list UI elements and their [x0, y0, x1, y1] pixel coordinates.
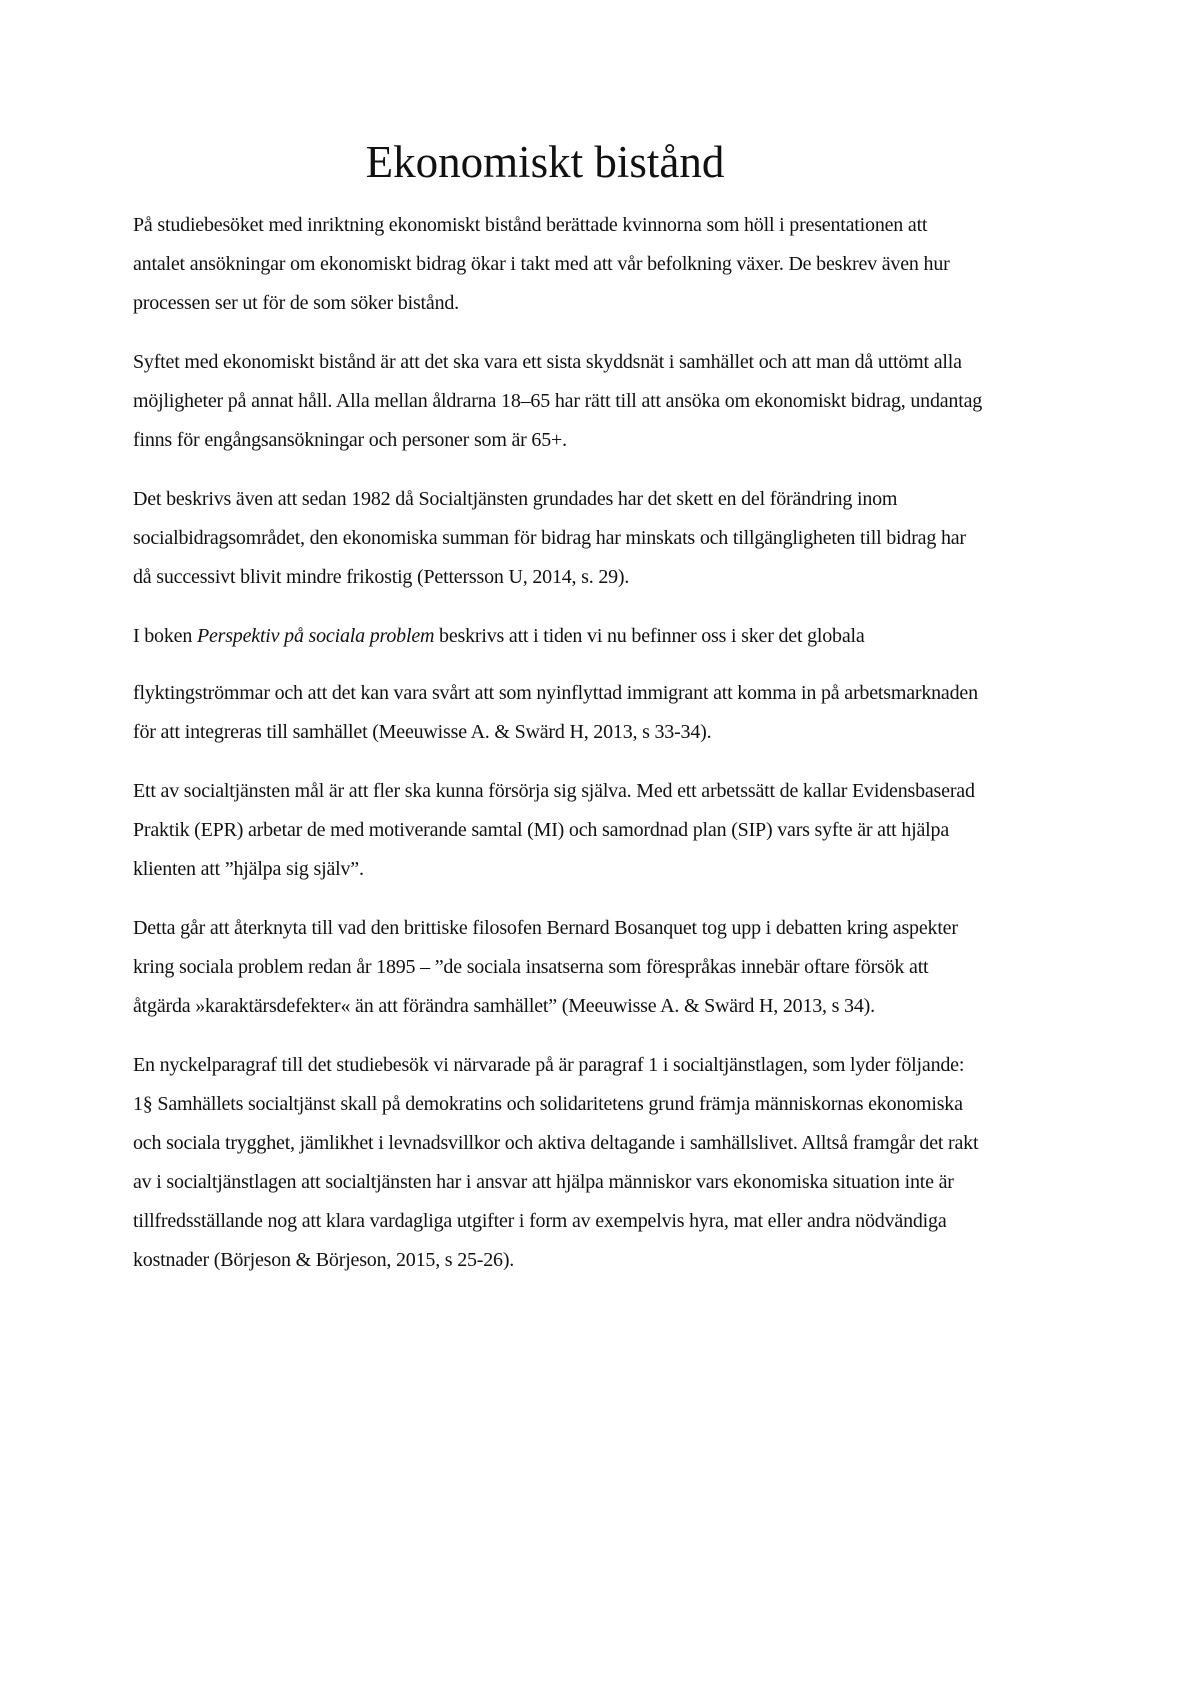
paragraph-6: Ett av socialtjänsten mål är att fler ska kunna försörja sig själva. Med ett arbetssätt de kallar Evidensbaserad Praktik (EPR) arbetar de med motiverande samtal (MI) och samordnad plan (SIP) vars syfte är att hjälpa klienten att ”hjälpa sig själv”.: [133, 780, 975, 880]
book-title: Perspektiv på sociala problem: [196, 625, 435, 647]
paragraph-8: En nyckelparagraf till det studiebesök vi närvarade på är paragraf 1 i socialtjänstlagen, som lyder följande: 1§ Samhällets socialtjänst skall på demokratins och solidaritetens grund främja människornas ekonomiska och sociala trygghet, jämlikhet i levnadsvillkor och aktiva deltagande i samhällslivet. Alltså framgår det rakt av i socialtjänstlagen att socialtjänsten har i ansvar att hjälpa människor vars ekonomiska situation inte är tillfredsställande nog att klara vardagliga utgifter i form av exempelvis hyra, mat eller andra nödvändiga kostnader (Börjeson & Börjeson, 2015, s 25-26).: [133, 1054, 979, 1271]
document-body: [133, 206, 983, 1300]
paragraph-7: Detta går att återknyta till vad den brittiske filosofen Bernard Bosanquet tog upp i debatten kring aspekter kring sociala problem redan år 1895 – ”de sociala insatserna som förespråkas innebär oftare försök att åtgärda »karaktärsdefekter« än att förändra samhället” (Meeuwisse A. & Swärd H, 2013, s 34).: [133, 917, 958, 1017]
paragraph-4: [133, 617, 983, 656]
paragraph-2: Syftet med ekonomiskt bistånd är att det ska vara ett sista skyddsnät i samhället och att man då uttömt alla möjligheter på annat håll. Alla mellan åldrarna 18–65 har rätt till att ansöka om ekonomiskt bidrag, undantag finns för engångsansökningar och personer som är 65+.: [133, 351, 983, 451]
document-title: Ekonomiskt bistånd: [365, 137, 725, 187]
paragraph-4-before: I boken: [133, 625, 197, 647]
paragraph-3: Det beskrivs även att sedan 1982 då Socialtjänsten grundades har det skett en del förändring inom socialbidragsområdet, den ekonomiska summan för bidrag har minskats och tillgängligheten till bidrag har då successivt blivit mindre frikostig (Pettersson U, 2014, s. 29).: [133, 488, 966, 588]
paragraph-5: flyktingströmmar och att det kan vara svårt att som nyinflyttad immigrant att komma in på arbetsmarknaden för att integreras till samhället (Meeuwisse A. & Swärd H, 2013, s 33-34).: [133, 682, 978, 743]
paragraph-1: På studiebesöket med inriktning ekonomiskt bistånd berättade kvinnorna som höll i presentationen att antalet ansökningar om ekonomiskt bidrag ökar i takt med att vår befolkning växer. De beskrev även hur processen ser ut för de som söker bistånd.: [133, 214, 950, 314]
paragraph-4-after: beskrivs att i tiden vi nu befinner oss i sker det globala: [434, 625, 865, 647]
